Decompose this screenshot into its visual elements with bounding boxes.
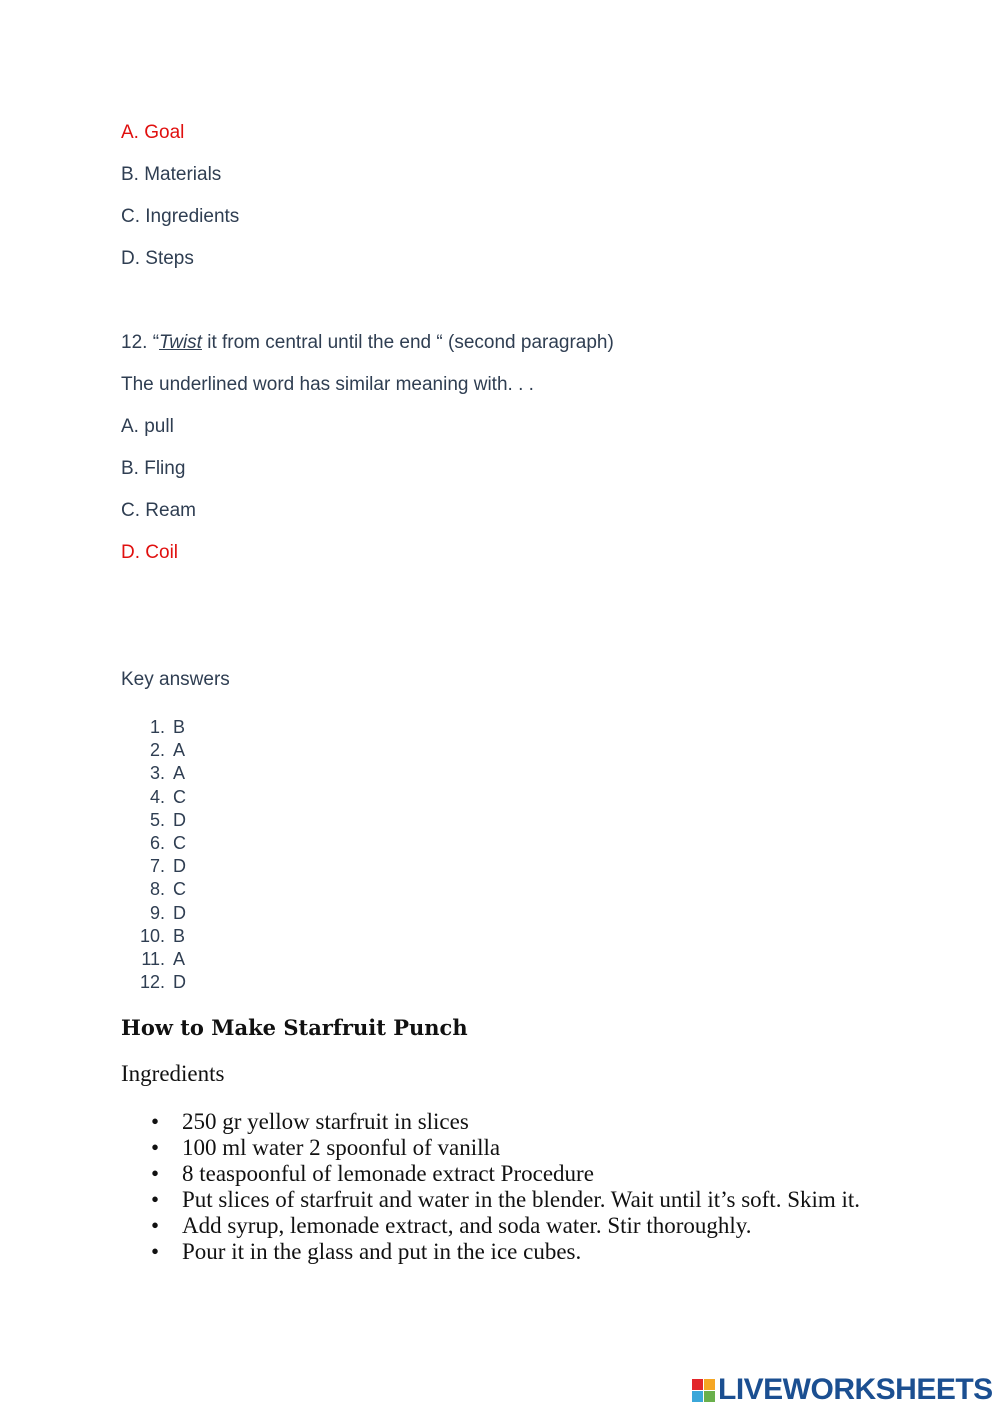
key-answer-item bbox=[121, 902, 186, 925]
key-answer-number: 11. bbox=[141, 948, 165, 969]
key-answer-letter: B bbox=[173, 925, 186, 946]
q11-option-c: C. Ingredients bbox=[121, 206, 240, 227]
liveworksheets-logo bbox=[692, 1374, 993, 1406]
bullet-icon: • bbox=[151, 1161, 160, 1186]
key-answer-number: 8. bbox=[149, 879, 165, 900]
recipe-title: How to Make Starfruit Punch bbox=[121, 1015, 468, 1040]
q11-option-a: A. Goal bbox=[121, 122, 185, 143]
key-answer-item bbox=[121, 762, 186, 785]
key-answer-item bbox=[121, 855, 186, 878]
recipe-item bbox=[121, 1109, 861, 1135]
key-answer-letter: D bbox=[173, 856, 186, 877]
key-answer-letter: D bbox=[173, 809, 186, 830]
recipe-item bbox=[121, 1161, 861, 1187]
recipe-item-text: 100 ml water 2 spoonful of vanilla bbox=[182, 1135, 501, 1160]
q11-option-b: B. Materials bbox=[121, 164, 222, 185]
q12-option-c: C. Ream bbox=[121, 500, 196, 521]
recipe-item-text: 8 teaspoonful of lemonade extract Procedure bbox=[182, 1161, 594, 1186]
key-answer-item bbox=[121, 878, 186, 901]
key-answer-number: 12. bbox=[139, 972, 165, 993]
key-answer-item bbox=[121, 948, 186, 971]
key-answers-title: Key answers bbox=[121, 669, 230, 690]
key-answer-item bbox=[121, 971, 186, 994]
logo-mark-icon bbox=[692, 1379, 715, 1402]
key-answer-letter: A bbox=[173, 948, 186, 969]
q12-prefix: 12. “ bbox=[121, 332, 160, 353]
key-answer-number: 1. bbox=[149, 717, 165, 737]
key-answer-number: 9. bbox=[149, 902, 165, 923]
q12-prompt: The underlined word has similar meaning with. . . bbox=[121, 374, 534, 395]
bullet-icon: • bbox=[151, 1239, 160, 1264]
key-answer-letter: D bbox=[173, 972, 186, 993]
recipe-item-text: Add syrup, lemonade extract, and soda water. Stir thoroughly. bbox=[182, 1213, 752, 1238]
key-answer-item bbox=[121, 925, 186, 948]
q12-option-d: D. Coil bbox=[121, 542, 179, 563]
key-answer-letter: C bbox=[173, 832, 186, 853]
key-answer-letter: C bbox=[173, 786, 186, 807]
recipe-item-text: Pour it in the glass and put in the ice cubes. bbox=[182, 1239, 582, 1264]
key-answer-item bbox=[121, 786, 186, 809]
key-answer-letter: A bbox=[173, 740, 186, 761]
key-answers-list bbox=[121, 716, 186, 994]
key-answer-letter: B bbox=[173, 717, 186, 737]
key-answer-number: 2. bbox=[149, 740, 165, 761]
key-answer-number: 3. bbox=[149, 763, 165, 784]
recipe-list bbox=[121, 1109, 861, 1265]
key-answer-number: 10. bbox=[139, 925, 165, 946]
recipe-item bbox=[121, 1213, 861, 1239]
recipe-item bbox=[121, 1239, 861, 1265]
key-answer-number: 5. bbox=[149, 809, 165, 830]
q12-underlined-word: Twist bbox=[159, 332, 202, 353]
recipe-item-text: 250 gr yellow starfruit in slices bbox=[182, 1109, 469, 1134]
q12-suffix: it from central until the end “ (second paragraph) bbox=[201, 332, 614, 353]
key-answer-letter: C bbox=[173, 879, 186, 900]
bullet-icon: • bbox=[151, 1213, 160, 1238]
recipe-item bbox=[121, 1135, 861, 1161]
recipe-item bbox=[121, 1187, 861, 1213]
q12-stem bbox=[121, 332, 614, 354]
bullet-icon: • bbox=[151, 1187, 160, 1212]
q12-option-a: A. pull bbox=[121, 416, 174, 437]
key-answer-item bbox=[121, 809, 186, 832]
logo-text: LIVEWORKSHEETS bbox=[718, 1373, 993, 1406]
bullet-icon: • bbox=[151, 1109, 160, 1134]
key-answer-number: 4. bbox=[149, 786, 165, 807]
recipe-item-text: Put slices of starfruit and water in the blender. Wait until it’s soft. Skim it. bbox=[182, 1187, 861, 1212]
key-answer-item bbox=[121, 832, 186, 855]
q12-option-b: B. Fling bbox=[121, 458, 186, 479]
key-answer-letter: A bbox=[173, 763, 186, 784]
key-answer-number: 7. bbox=[149, 856, 165, 877]
key-answer-number: 6. bbox=[149, 832, 165, 853]
key-answer-letter: D bbox=[173, 902, 186, 923]
key-answer-item bbox=[121, 716, 186, 739]
recipe-subtitle: Ingredients bbox=[121, 1061, 225, 1086]
q11-option-d: D. Steps bbox=[121, 248, 194, 269]
key-answer-item bbox=[121, 739, 186, 762]
bullet-icon: • bbox=[151, 1135, 160, 1160]
